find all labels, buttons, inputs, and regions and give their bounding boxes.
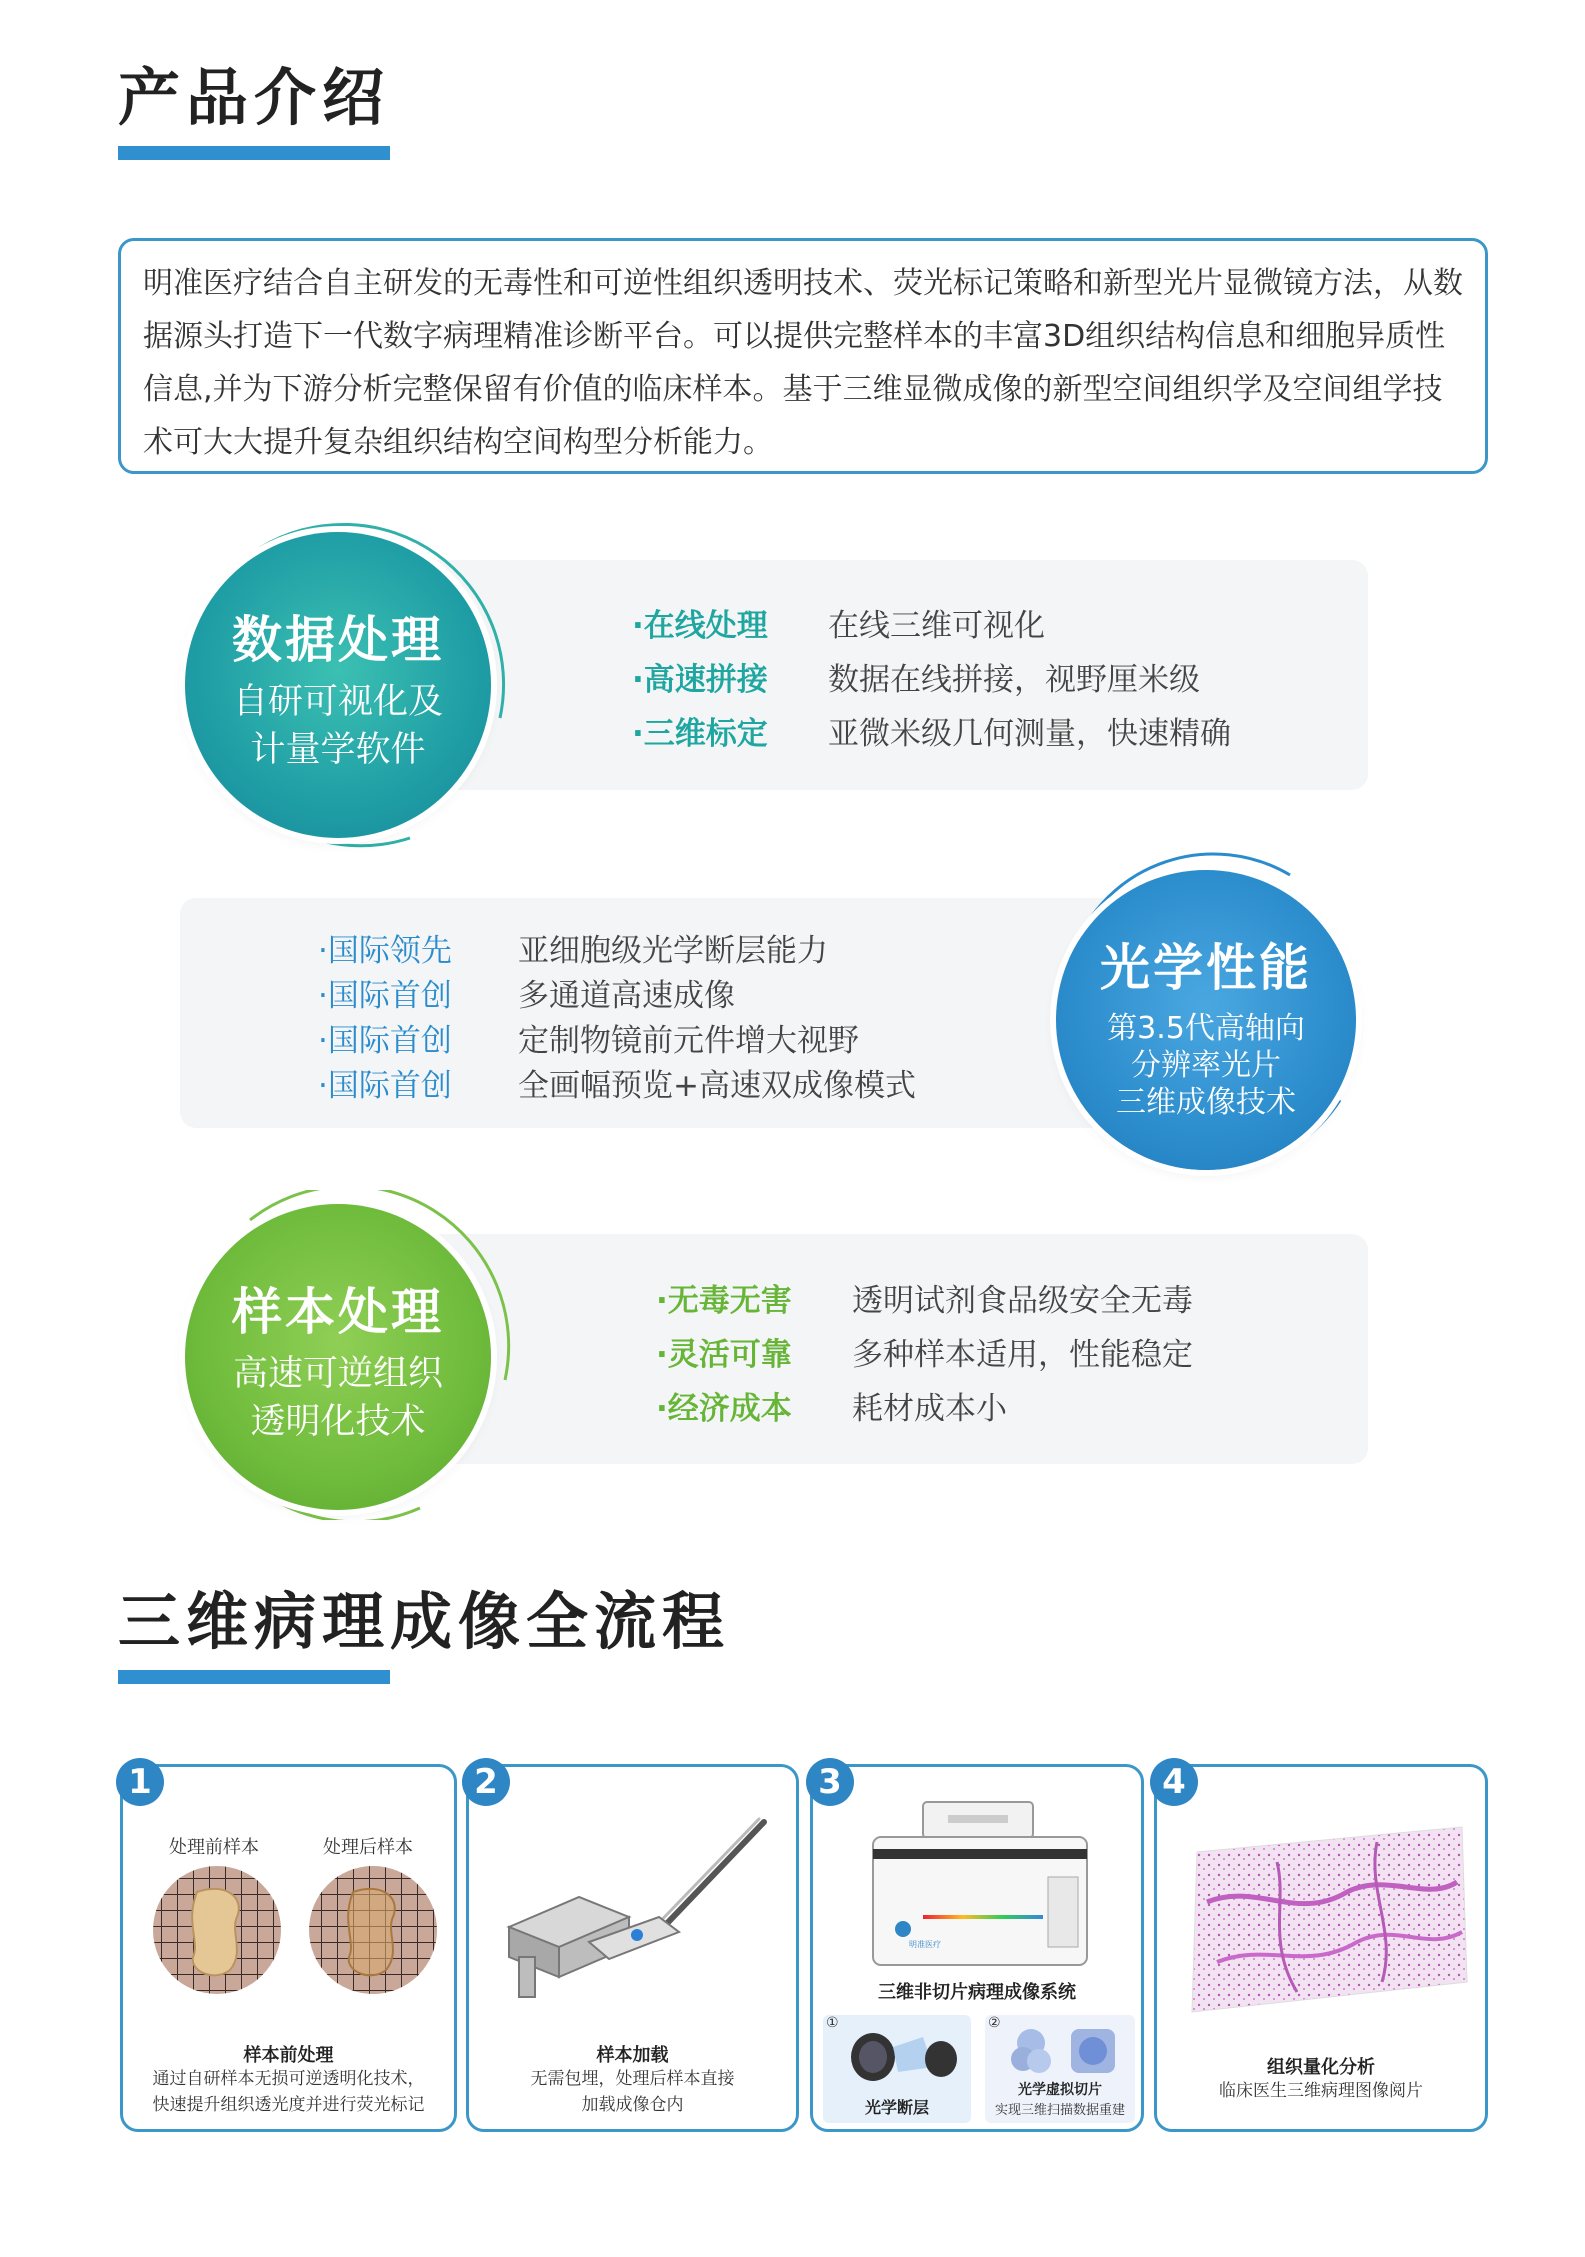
feature-key: ·三维标定 bbox=[632, 716, 768, 752]
feature-value: 数据在线拼接，视野厘米级 bbox=[828, 662, 1200, 698]
feature-value: 定制物镜前元件增大视野 bbox=[518, 1023, 859, 1059]
sub-panel-title: 光学断层 bbox=[864, 2098, 929, 2117]
circle-subtitle-line: 透明化技术 bbox=[250, 1402, 426, 1442]
feature-value: 多种样本适用，性能稳定 bbox=[852, 1337, 1193, 1373]
sample-photos bbox=[145, 1862, 445, 2002]
sample-holder-illustration bbox=[489, 1817, 789, 2017]
circle-subtitle-line: 三维成像技术 bbox=[1116, 1085, 1296, 1120]
feature-key: ·在线处理 bbox=[632, 608, 768, 644]
sub-panel-title: 光学虚拟切片 bbox=[1018, 2082, 1102, 2098]
section-title-underline bbox=[118, 146, 390, 160]
feature-key: ·国际首创 bbox=[318, 978, 452, 1014]
sub-panel-number: ① bbox=[826, 2015, 839, 2031]
virtual-slice-illustration bbox=[1003, 2023, 1128, 2079]
step-number-1: 1 bbox=[116, 1758, 164, 1806]
optical-section-illustration bbox=[843, 2027, 963, 2087]
feature-key: ·经济成本 bbox=[656, 1391, 792, 1427]
step-title: 样本加载 bbox=[596, 2045, 669, 2066]
step-card-3 bbox=[810, 1764, 1144, 2132]
feature-value: 全画幅预览+高速双成像模式 bbox=[518, 1068, 916, 1104]
device-brand: 明准医疗 bbox=[909, 1940, 941, 1949]
feature-value: 在线三维可视化 bbox=[828, 608, 1045, 644]
feature-key: ·国际首创 bbox=[318, 1068, 452, 1104]
label-after: 处理后样本 bbox=[323, 1837, 413, 1858]
device-caption: 三维非切片病理成像系统 bbox=[878, 1982, 1076, 2003]
circle-subtitle-line: 自研可视化及 bbox=[232, 682, 443, 722]
circle-optics bbox=[1056, 870, 1356, 1170]
feature-value: 多通道高速成像 bbox=[518, 978, 735, 1014]
step-number-3: 3 bbox=[806, 1758, 854, 1806]
section-title-product-intro: 产品介绍 bbox=[118, 61, 391, 134]
section-title-workflow: 三维病理成像全流程 bbox=[118, 1585, 731, 1658]
sub-panel-optical-section bbox=[823, 2015, 971, 2123]
imaging-device-illustration bbox=[863, 1797, 1097, 1977]
sub-panel-virtual-slice bbox=[985, 2015, 1135, 2123]
feature-key: ·国际首创 bbox=[318, 1023, 452, 1059]
section-title-underline bbox=[118, 1670, 390, 1684]
circle-title: 样本处理 bbox=[232, 1283, 444, 1341]
sub-panel-number: ② bbox=[988, 2015, 1001, 2031]
feature-key: ·高速拼接 bbox=[632, 662, 768, 698]
feature-value: 亚细胞级光学断层能力 bbox=[518, 933, 828, 969]
step-text-line: 临床医生三维病理图像阅片 bbox=[1219, 2081, 1423, 2101]
feature-key: ·无毒无害 bbox=[656, 1283, 792, 1319]
circle-data-processing bbox=[185, 532, 491, 838]
step-text-line: 通过自研样本无损可逆透明化技术， bbox=[152, 2069, 425, 2089]
feature-key: ·国际领先 bbox=[318, 933, 452, 969]
step-text-line: 快速提升组织透光度并进行荧光标记 bbox=[152, 2095, 425, 2115]
step-number-2: 2 bbox=[462, 1758, 510, 1806]
step-card-2 bbox=[466, 1764, 799, 2132]
step-text-line: 加载成像仓内 bbox=[581, 2095, 684, 2115]
step-text-line: 无需包埋，处理后样本直接 bbox=[530, 2069, 735, 2089]
step-number-4: 4 bbox=[1150, 1758, 1198, 1806]
step-card-4 bbox=[1154, 1764, 1488, 2132]
step-title: 样本前处理 bbox=[243, 2045, 334, 2066]
sub-panel-text: 实现三维扫描数据重建 bbox=[994, 2103, 1125, 2118]
feature-value: 透明试剂食品级安全无毒 bbox=[852, 1283, 1193, 1319]
circle-subtitle-line: 高速可逆组织 bbox=[232, 1354, 443, 1394]
intro-box bbox=[118, 238, 1488, 474]
intro-text: 明准医疗结合自主研发的无毒性和可逆性组织透明技术、荧光标记策略和新型光片显微镜方法，从数据源头打造下一代数字病理精准诊断平台。可以提供完整样本的丰富3D组织结构信息和细胞异质性信息,并为下游分析完整保留有价值的临床样本。基于三维显微成像的新型空间组织学及空间组学技术可大大提升复杂组织结构空间构型分析能力。 bbox=[143, 266, 1463, 460]
circle-subtitle-line: 分辨率光片 bbox=[1131, 1048, 1281, 1083]
feature-value: 耗材成本小 bbox=[852, 1391, 1007, 1427]
step-title: 组织量化分析 bbox=[1267, 2057, 1375, 2078]
circle-title: 光学性能 bbox=[1100, 939, 1312, 997]
circle-subtitle-line: 计量学软件 bbox=[250, 730, 426, 770]
label-before: 处理前样本 bbox=[169, 1837, 259, 1858]
tissue-analysis-illustration bbox=[1177, 1822, 1477, 2022]
feature-value: 亚微米级几何测量，快速精确 bbox=[828, 716, 1231, 752]
circle-title: 数据处理 bbox=[232, 611, 444, 669]
step-card-1 bbox=[120, 1764, 457, 2132]
circle-sample bbox=[185, 1204, 491, 1510]
feature-key: ·灵活可靠 bbox=[656, 1337, 792, 1373]
circle-subtitle-line: 第3.5代高轴向 bbox=[1107, 1011, 1305, 1046]
